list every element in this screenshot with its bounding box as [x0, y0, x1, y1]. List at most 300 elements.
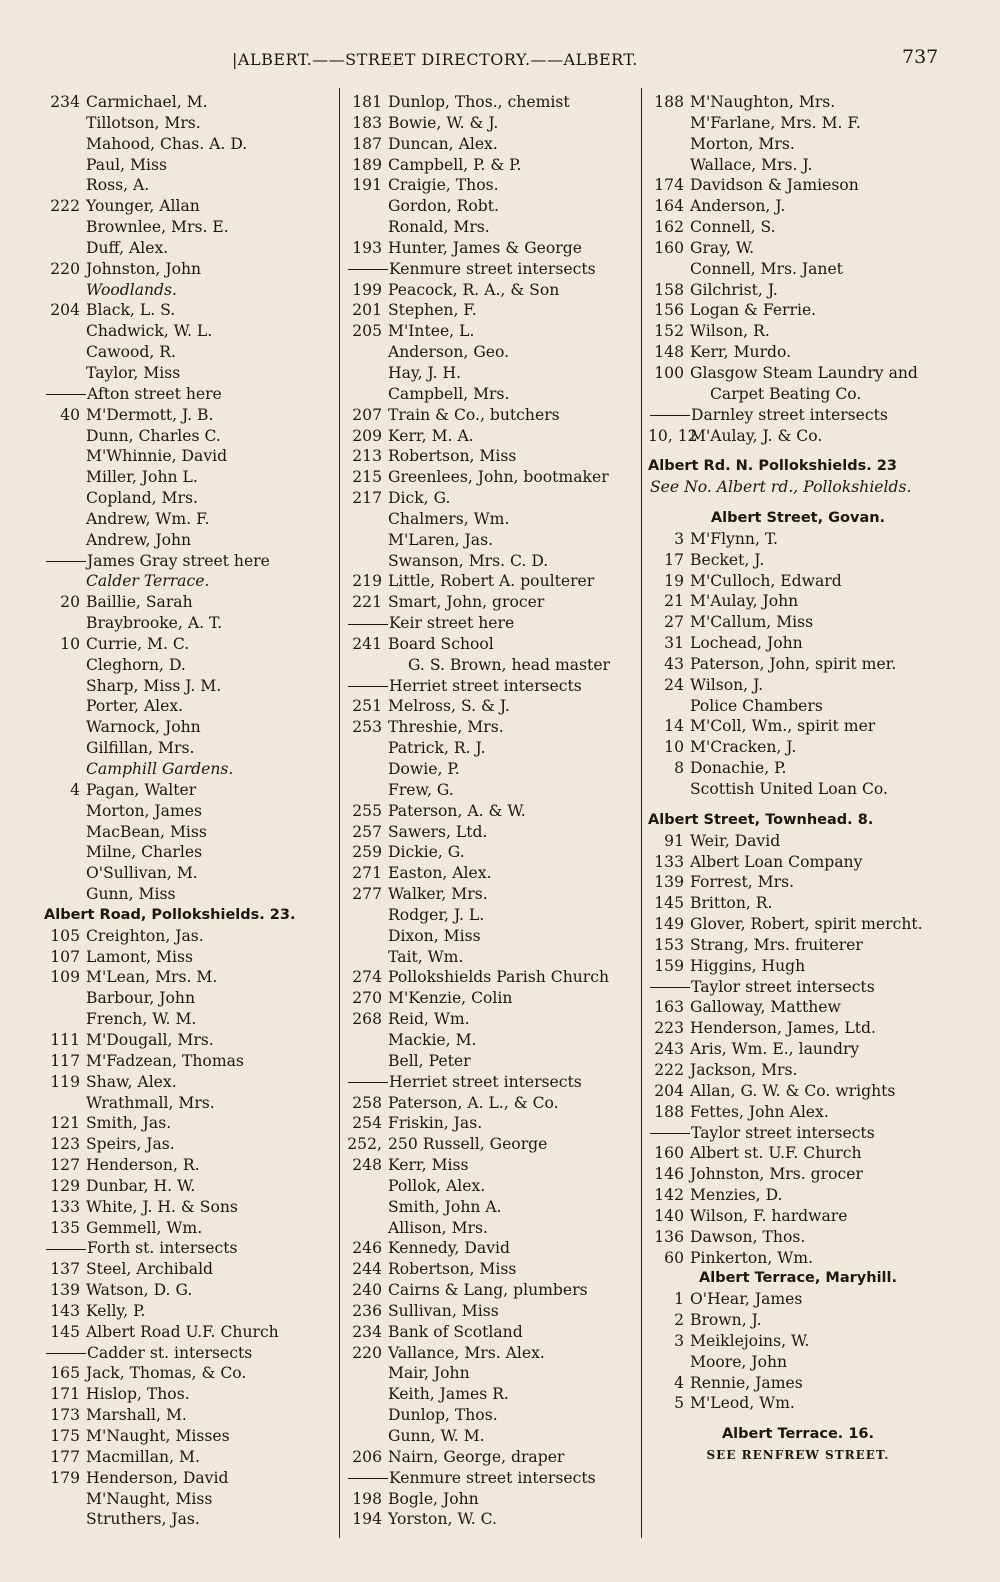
house-number: 3	[674, 1331, 684, 1350]
spacer	[648, 446, 948, 456]
directory-entry	[648, 716, 948, 737]
house-number: 14	[664, 717, 684, 736]
occupant-name: Paterson, John, spirit mer.	[690, 654, 897, 673]
directory-entry	[346, 321, 636, 342]
note-text: Herriet street intersects	[389, 1072, 582, 1091]
occupant-name: Connell, Mrs. Janet	[690, 259, 843, 278]
directory-entry	[648, 612, 948, 633]
leader-dash	[348, 1082, 388, 1083]
directory-entry	[44, 321, 340, 342]
house-number: 142	[654, 1186, 684, 1205]
directory-entry	[346, 1051, 636, 1072]
house-number: 135	[50, 1218, 80, 1237]
house-number	[44, 884, 86, 905]
directory-entry	[346, 551, 636, 572]
house-number: 121	[50, 1114, 80, 1133]
occupant-name: Lamont, Miss	[86, 947, 194, 966]
house-number	[44, 696, 86, 717]
directory-entry	[648, 426, 948, 447]
occupant-name: Menzies, D.	[690, 1186, 783, 1205]
directory-entry	[648, 342, 948, 363]
occupant-name: Watson, D. G.	[86, 1281, 193, 1300]
house-number: 127	[50, 1156, 80, 1175]
house-number: 17	[664, 550, 684, 569]
street-intersection-note	[346, 613, 636, 634]
house-number: 252,	[347, 1135, 382, 1154]
house-number	[346, 1176, 388, 1197]
house-number: 207	[352, 405, 382, 424]
house-number: 4	[70, 780, 80, 799]
occupant-name: Creighton, Jas.	[86, 926, 204, 945]
directory-entry	[346, 780, 636, 801]
directory-entry	[648, 852, 948, 873]
directory-entry	[648, 321, 948, 342]
house-number	[346, 905, 388, 926]
house-number	[346, 1384, 388, 1405]
occupant-name: Kerr, Miss	[388, 1156, 469, 1175]
occupant-name: Dawson, Thos.	[690, 1227, 806, 1246]
occupant-name: Meiklejoins, W.	[690, 1331, 810, 1350]
directory-entry	[44, 426, 340, 447]
house-number: 3	[674, 529, 684, 548]
house-number: 251	[352, 697, 382, 716]
occupant-name: Bowie, W. & J.	[388, 113, 499, 132]
sub-place-heading: Calder Terrace.	[86, 572, 210, 591]
spacer	[648, 1414, 948, 1424]
house-number	[648, 779, 690, 800]
directory-entry	[346, 530, 636, 551]
house-number: 139	[654, 873, 684, 892]
directory-entry	[44, 238, 340, 259]
occupant-name: Scottish United Loan Co.	[690, 780, 888, 798]
occupant-name: Baillie, Sarah	[86, 593, 193, 612]
house-number: 100	[654, 363, 684, 382]
occupant-name: Moore, John	[690, 1352, 788, 1371]
occupant-name: M'Dermott, J. B.	[86, 405, 214, 424]
directory-entry	[44, 92, 340, 113]
occupant-name: Campbell, P. & P.	[388, 155, 522, 174]
occupant-name: Milne, Charles	[86, 843, 203, 862]
directory-entry	[44, 613, 340, 634]
directory-entry	[346, 426, 636, 447]
house-number: 222	[50, 197, 80, 216]
street-intersection-note	[346, 259, 636, 280]
house-number: 10	[60, 634, 80, 653]
house-number: 10	[664, 738, 684, 757]
directory-entry	[44, 1030, 340, 1051]
directory-column-2	[346, 92, 636, 1530]
house-number: 158	[654, 280, 684, 299]
directory-entry	[44, 822, 340, 843]
street-intersection-note	[648, 977, 948, 998]
directory-entry	[44, 801, 340, 822]
directory-entry	[44, 947, 340, 968]
occupant-name: Younger, Allan	[86, 197, 200, 216]
directory-entry	[648, 956, 948, 977]
house-number	[346, 217, 388, 238]
occupant-name: Dunbar, H. W.	[86, 1176, 196, 1195]
house-number	[44, 134, 86, 155]
directory-entry	[648, 1248, 948, 1269]
house-number: 205	[352, 322, 382, 341]
occupant-name: Train & Co., butchers	[388, 405, 560, 424]
occupant-name: Albert Road U.F. Church	[86, 1322, 279, 1341]
house-number	[44, 842, 86, 863]
occupant-name: Albert st. U.F. Church	[690, 1144, 862, 1163]
directory-entry	[44, 467, 340, 488]
house-number: 219	[352, 572, 382, 591]
house-number	[346, 738, 388, 759]
directory-entry	[44, 842, 340, 863]
directory-entry	[346, 446, 636, 467]
house-number	[44, 363, 86, 384]
house-number: 111	[50, 1030, 80, 1049]
leader-dash	[650, 987, 690, 988]
directory-entry	[346, 92, 636, 113]
house-number: 162	[654, 218, 684, 237]
note-text: Kenmure street intersects	[389, 1468, 596, 1487]
occupant-name: M'Flynn, T.	[690, 529, 778, 548]
occupant-name: Macmillan, M.	[86, 1447, 200, 1466]
occupant-name: Smart, John, grocer	[388, 593, 545, 612]
directory-entry	[648, 737, 948, 758]
directory-entry	[44, 259, 340, 280]
directory-entry	[44, 175, 340, 196]
occupant-name: Vallance, Mrs. Alex.	[388, 1343, 545, 1362]
directory-entry	[44, 592, 340, 613]
house-number: 160	[654, 238, 684, 257]
house-number	[346, 509, 388, 530]
directory-entry	[648, 675, 948, 696]
occupant-name: Henderson, James, Ltd.	[690, 1019, 876, 1038]
house-number: 187	[352, 134, 382, 153]
house-number	[44, 113, 86, 134]
street-intersection-note	[44, 384, 340, 405]
directory-entry	[44, 155, 340, 176]
directory-entry	[648, 1373, 948, 1394]
directory-entry	[648, 1143, 948, 1164]
house-number	[346, 551, 388, 572]
directory-entry	[44, 134, 340, 155]
street-intersection-note	[648, 1123, 948, 1144]
house-number	[44, 530, 86, 551]
directory-entry	[346, 1322, 636, 1343]
directory-entry	[648, 872, 948, 893]
occupant-name: M'Whinnie, David	[86, 447, 228, 466]
occupant-name: Jackson, Mrs.	[690, 1060, 798, 1079]
occupant-name: Keith, James R.	[388, 1385, 509, 1404]
house-number	[44, 238, 86, 259]
directory-entry	[346, 842, 636, 863]
house-number	[44, 342, 86, 363]
house-number	[346, 1405, 388, 1426]
house-number: 163	[654, 998, 684, 1017]
house-number: 5	[674, 1394, 684, 1413]
directory-entry	[44, 488, 340, 509]
directory-entry	[648, 155, 948, 176]
occupant-name: Pollok, Alex.	[388, 1176, 486, 1195]
occupant-name: Reid, Wm.	[388, 1010, 470, 1029]
directory-entry	[44, 1363, 340, 1384]
directory-entry	[346, 405, 636, 426]
occupant-name: Stephen, F.	[388, 301, 477, 320]
directory-entry	[648, 758, 948, 779]
spacer	[648, 498, 948, 508]
directory-entry	[346, 1093, 636, 1114]
occupant-name: Greenlees, John, bootmaker	[388, 468, 609, 487]
directory-entry	[346, 1280, 636, 1301]
house-number: 149	[654, 915, 684, 934]
house-number	[346, 363, 388, 384]
street-intersection-note	[44, 1238, 340, 1259]
occupant-name: Weir, David	[690, 831, 781, 850]
directory-entry	[648, 175, 948, 196]
occupant-name: Speirs, Jas.	[86, 1135, 175, 1154]
directory-entry	[648, 779, 948, 800]
occupant-name: Smith, Jas.	[86, 1114, 172, 1133]
directory-entry	[648, 1393, 948, 1414]
house-number: 241	[352, 634, 382, 653]
occupant-name: Donachie, P.	[690, 759, 787, 778]
occupant-name: Jack, Thomas, & Co.	[86, 1364, 247, 1383]
house-number	[44, 155, 86, 176]
street-intersection-note	[346, 1468, 636, 1489]
directory-entry	[346, 655, 636, 676]
directory-entry	[648, 914, 948, 935]
directory-entry	[648, 654, 948, 675]
house-number: 220	[50, 259, 80, 278]
occupant-name: M'Culloch, Edward	[690, 571, 842, 590]
house-number	[44, 1093, 86, 1114]
directory-entry	[44, 363, 340, 384]
directory-entry	[44, 1447, 340, 1468]
occupant-name: M'Farlane, Mrs. M. F.	[690, 113, 861, 132]
directory-entry	[648, 935, 948, 956]
directory-entry	[44, 967, 340, 988]
occupant-name: M'Dougall, Mrs.	[86, 1030, 214, 1049]
house-number: 222	[654, 1060, 684, 1079]
sub-place-heading: Camphill Gardens.	[86, 760, 234, 778]
leader-dash	[650, 1133, 690, 1134]
house-number: 143	[50, 1301, 80, 1320]
occupant-name: Melross, S. & J.	[388, 697, 510, 716]
directory-entry	[44, 1405, 340, 1426]
house-number: 40	[60, 405, 80, 424]
occupant-name: Police Chambers	[690, 696, 823, 715]
house-number: 159	[654, 956, 684, 975]
house-number: 164	[654, 197, 684, 216]
occupant-name: Mahood, Chas. A. D.	[86, 134, 248, 153]
occupant-name: Walker, Mrs.	[388, 885, 488, 904]
house-number: 91	[664, 831, 684, 850]
house-number: 204	[654, 1081, 684, 1100]
house-number: 21	[664, 592, 684, 611]
directory-entry	[44, 509, 340, 530]
occupant-name: Wilson, R.	[690, 322, 770, 341]
note-text: Forth st. intersects	[87, 1239, 238, 1258]
house-number: 139	[50, 1281, 80, 1300]
street-heading: Albert Street, Townhead. 8.	[648, 811, 874, 828]
occupant-name: French, W. M.	[86, 1010, 197, 1029]
house-number: 248	[352, 1156, 382, 1175]
directory-entry	[346, 113, 636, 134]
occupant-name: Gordon, Robt.	[388, 197, 499, 216]
directory-entry	[648, 1039, 948, 1060]
directory-entry	[346, 467, 636, 488]
occupant-name: Kerr, M. A.	[388, 426, 474, 445]
note-text: Herriet street intersects	[389, 676, 582, 695]
occupant-name: Struthers, Jas.	[86, 1510, 200, 1529]
occupant-name: Higgins, Hugh	[690, 956, 806, 975]
occupant-name: Ronald, Mrs.	[388, 218, 490, 237]
house-number: 129	[50, 1176, 80, 1195]
running-title: |ALBERT.——STREET DIRECTORY.——ALBERT.	[232, 50, 638, 69]
directory-entry	[648, 1102, 948, 1123]
house-number: 189	[352, 155, 382, 174]
occupant-name: Frew, G.	[388, 780, 454, 799]
street-heading: Albert Road, Pollokshields. 23.	[44, 906, 296, 923]
directory-entry	[346, 1489, 636, 1510]
occupant-name: Henderson, David	[86, 1468, 229, 1487]
directory-entry	[648, 92, 948, 113]
house-number: 223	[654, 1019, 684, 1038]
occupant-name: Connell, S.	[690, 218, 776, 237]
occupant-name: M'Lean, Mrs. M.	[86, 968, 218, 987]
house-number	[346, 1218, 388, 1239]
house-number: 221	[352, 593, 382, 612]
directory-entry	[346, 175, 636, 196]
occupant-name: Hay, J. H.	[388, 363, 462, 382]
house-number: 217	[352, 489, 382, 508]
house-number	[346, 1197, 388, 1218]
occupant-name: Dunlop, Thos., chemist	[388, 93, 570, 111]
house-number: 257	[352, 822, 382, 841]
spacer	[648, 800, 948, 810]
column-divider	[641, 88, 642, 1538]
directory-entry	[346, 926, 636, 947]
cross-reference: See No. Albert rd., Pollokshields.	[650, 478, 912, 497]
house-number	[346, 759, 388, 780]
directory-entry	[346, 155, 636, 176]
house-number	[346, 780, 388, 801]
occupant-name: Dick, G.	[388, 489, 451, 508]
house-number: 123	[50, 1135, 80, 1154]
house-number	[44, 822, 86, 843]
occupant-name: Smith, John A.	[388, 1197, 502, 1216]
occupant-name: M'Naught, Misses	[86, 1427, 230, 1445]
occupant-name: Galloway, Matthew	[690, 998, 841, 1017]
occupant-name: M'Aulay, John	[690, 592, 799, 611]
house-number	[346, 1051, 388, 1072]
street-heading: Albert Rd. N. Pollokshields. 23	[648, 458, 897, 475]
occupant-name: Hunter, James & George	[388, 238, 582, 257]
directory-entry	[346, 947, 636, 968]
directory-entry	[346, 967, 636, 988]
occupant-name: Threshie, Mrs.	[388, 718, 504, 737]
house-number: 183	[352, 113, 382, 132]
directory-entry	[648, 1310, 948, 1331]
occupant-name: Gilfillan, Mrs.	[86, 739, 195, 758]
note-text: Darnley street intersects	[691, 405, 888, 424]
house-number: 199	[352, 280, 382, 299]
occupant-name: M'Fadzean, Thomas	[86, 1051, 244, 1070]
directory-entry	[346, 905, 636, 926]
occupant-name: Dunn, Charles C.	[86, 426, 221, 445]
directory-entry	[44, 1259, 340, 1280]
house-number	[44, 863, 86, 884]
directory-entry	[346, 363, 636, 384]
occupant-name: M'Leod, Wm.	[690, 1394, 795, 1413]
directory-entry	[44, 696, 340, 717]
house-number: 145	[50, 1322, 80, 1341]
house-number: 206	[352, 1447, 382, 1466]
house-number: 209	[352, 426, 382, 445]
house-number	[346, 655, 388, 676]
house-number	[44, 738, 86, 759]
occupant-name: Hislop, Thos.	[86, 1385, 190, 1404]
house-number: 19	[664, 571, 684, 590]
note-text: Cadder st. intersects	[87, 1343, 253, 1362]
house-number: 137	[50, 1260, 80, 1279]
directory-entry	[346, 1134, 636, 1155]
directory-entry	[346, 1238, 636, 1259]
occupant-name: Chadwick, W. L.	[86, 322, 213, 341]
occupant-name: Gray, W.	[690, 238, 755, 257]
occupant-name: M'Intee, L.	[388, 322, 475, 341]
directory-entry	[648, 1352, 948, 1373]
house-number: 193	[352, 238, 382, 257]
house-number: 243	[654, 1040, 684, 1059]
directory-entry	[346, 1426, 636, 1447]
occupant-name: Johnston, Mrs. grocer	[690, 1165, 863, 1184]
occupant-name: Brownlee, Mrs. E.	[86, 218, 229, 237]
leader-dash	[46, 394, 86, 395]
occupant-name: Kelly, P.	[86, 1301, 146, 1320]
house-number	[44, 488, 86, 509]
directory-entry	[346, 1259, 636, 1280]
leader-dash	[348, 624, 388, 625]
directory-entry	[648, 1331, 948, 1352]
street-heading: Albert Terrace, Maryhill.	[699, 1270, 897, 1287]
occupant-name: Bank of Scotland	[388, 1322, 523, 1341]
house-number: 20	[60, 593, 80, 612]
directory-entry	[648, 1206, 948, 1227]
directory-entry	[44, 926, 340, 947]
occupant-name: Andrew, Wm. F.	[86, 509, 210, 528]
house-number: 107	[50, 947, 80, 966]
house-number: 188	[654, 1102, 684, 1121]
occupant-name: M'Callum, Miss	[690, 613, 814, 632]
occupant-name: Tait, Wm.	[388, 947, 464, 966]
directory-entry	[648, 113, 948, 134]
house-number: 133	[50, 1197, 80, 1216]
house-number: 10, 12	[648, 426, 698, 445]
occupant-name: Currie, M. C.	[86, 634, 190, 653]
occupant-name: Friskin, Jas.	[388, 1114, 483, 1133]
occupant-name: Henderson, R.	[86, 1156, 200, 1175]
occupant-name: Miller, John L.	[86, 468, 198, 487]
house-number: 277	[352, 885, 382, 904]
house-number: 268	[352, 1010, 382, 1029]
directory-entry	[648, 571, 948, 592]
directory-entry	[346, 1301, 636, 1322]
occupant-name: Duff, Alex.	[86, 238, 169, 257]
occupant-name: 250 Russell, George	[388, 1135, 548, 1154]
occupant-name: Nairn, George, draper	[388, 1447, 565, 1466]
occupant-name: Forrest, Mrs.	[690, 873, 795, 892]
house-number: 2	[674, 1311, 684, 1330]
directory-entry	[44, 1384, 340, 1405]
